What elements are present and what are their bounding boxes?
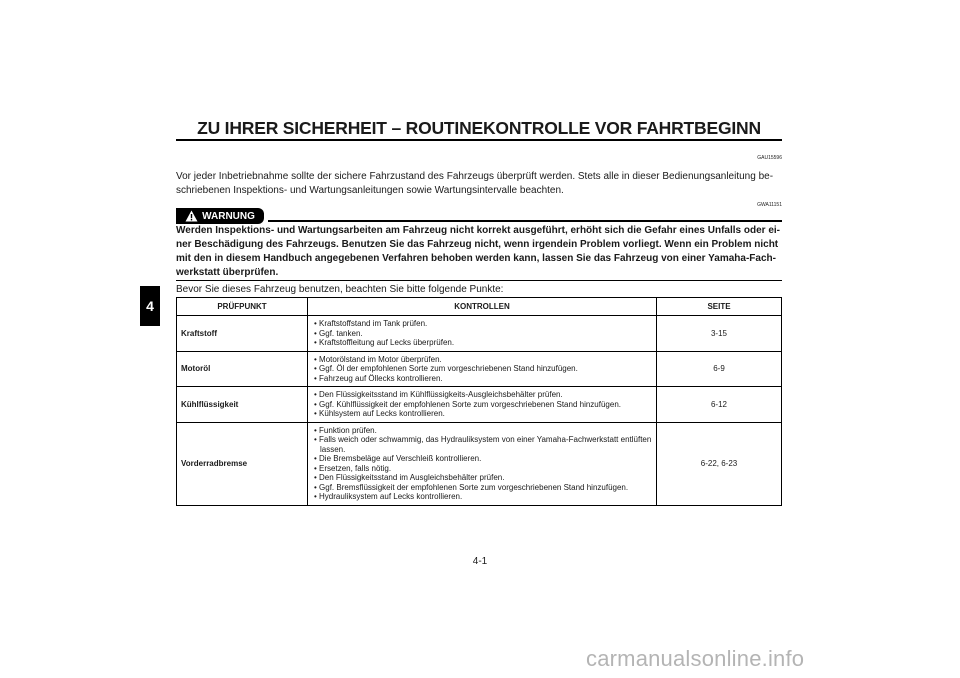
table-intro: Bevor Sie dieses Fahrzeug benutzen, beachten Sie bitte folgende Punkte: bbox=[176, 284, 504, 295]
check-item: • Ersetzen, falls nötig. bbox=[312, 464, 652, 474]
table-row bbox=[177, 422, 782, 505]
intro-code: GAU15596 bbox=[757, 155, 782, 161]
check-item: • Ggf. Bremsflüssigkeit der empfohlenen Sorte zum vorgeschriebenen Stand hinzufügen. bbox=[312, 483, 652, 493]
row-point: Vorderradbremse bbox=[177, 422, 308, 505]
row-checks bbox=[308, 387, 657, 423]
check-item: • Ggf. Kühlflüssigkeit der empfohlenen Sorte zum vorgeschriebenen Stand hinzufügen. bbox=[312, 400, 652, 410]
page-number: 4-1 bbox=[472, 556, 488, 567]
warning-badge bbox=[176, 208, 264, 224]
row-page: 3-15 bbox=[657, 316, 782, 352]
check-item: • Kühlsystem auf Lecks kontrollieren. bbox=[312, 409, 652, 419]
row-point: Motoröl bbox=[177, 351, 308, 387]
row-point: Kraftstoff bbox=[177, 316, 308, 352]
row-checks bbox=[308, 351, 657, 387]
footer-watermark[interactable]: carmanualsonline.info bbox=[586, 646, 805, 671]
row-checks bbox=[308, 422, 657, 505]
check-item: • Den Flüssigkeitsstand im Kühlflüssigkeits-Ausgleichsbehälter prüfen. bbox=[312, 390, 652, 400]
check-item: • Kraftstoffstand im Tank prüfen. bbox=[312, 319, 652, 329]
check-item: • Die Bremsbeläge auf Verschleiß kontrollieren. bbox=[312, 454, 652, 464]
header-page: SEITE bbox=[657, 298, 782, 316]
title-rule bbox=[176, 139, 782, 141]
header-checks: KONTROLLEN bbox=[308, 298, 657, 316]
warning-code: GWA11151 bbox=[757, 202, 782, 208]
check-item: • Hydrauliksystem auf Lecks kontrollieren. bbox=[312, 492, 652, 502]
chapter-tab: 4 bbox=[140, 286, 160, 326]
inspection-table bbox=[176, 297, 782, 506]
table-row bbox=[177, 351, 782, 387]
check-item: • Falls weich oder schwammig, das Hydrauliksystem von einer Yamaha-Fachwerkstatt entlüften lassen. bbox=[312, 435, 652, 454]
intro-paragraph: Vor jeder Inbetriebnahme sollte der sichere Fahrzustand des Fahrzeugs überprüft werden. Stets alle in dieser Bedienungsanleitung beschriebenen Inspektions- und Wartungsanleitungen sowie Wartungsintervalle beachten. bbox=[176, 171, 774, 196]
check-item: • Funktion prüfen. bbox=[312, 426, 652, 436]
table-header-row bbox=[177, 298, 782, 316]
header-point: PRÜFPUNKT bbox=[177, 298, 308, 316]
row-page: 6-22, 6-23 bbox=[657, 422, 782, 505]
warning-label: WARNUNG bbox=[202, 210, 255, 222]
check-item: • Fahrzeug auf Öllecks kontrollieren. bbox=[312, 374, 652, 384]
row-checks bbox=[308, 316, 657, 352]
check-item: • Den Flüssigkeitsstand im Ausgleichsbehälter prüfen. bbox=[312, 473, 652, 483]
row-page: 6-12 bbox=[657, 387, 782, 423]
warning-text: Werden Inspektions- und Wartungsarbeiten am Fahrzeug nicht korrekt ausgeführt, erhöht sich die Gefahr eines Unfalls oder einer Beschädigung des Fahrzeugs. Benutzen Sie das Fahrzeug nicht, wenn irgendein Problem vorliegt. Wenn ein Problem nicht mit den in diesem Handbuch angegebenen Verfahren behoben werden kann, lassen Sie das Fahrzeug von einer Yamaha-Fachwerkstatt überprüfen. bbox=[176, 225, 781, 278]
check-item: • Ggf. tanken. bbox=[312, 329, 652, 339]
check-item: • Kraftstoffleitung auf Lecks überprüfen. bbox=[312, 338, 652, 348]
warning-rule bbox=[268, 220, 782, 222]
check-item: • Motorölstand im Motor überprüfen. bbox=[312, 355, 652, 365]
warning-triangle-icon bbox=[185, 210, 198, 222]
page-title: ZU IHRER SICHERHEIT – ROUTINEKONTROLLE VOR FAHRTBEGINN bbox=[197, 118, 761, 138]
table-row bbox=[177, 387, 782, 423]
check-item: • Ggf. Öl der empfohlenen Sorte zum vorgeschriebenen Stand hinzufügen. bbox=[312, 364, 652, 374]
row-page: 6-9 bbox=[657, 351, 782, 387]
table-row bbox=[177, 316, 782, 352]
warning-end-rule bbox=[176, 280, 782, 281]
row-point: Kühlflüssigkeit bbox=[177, 387, 308, 423]
